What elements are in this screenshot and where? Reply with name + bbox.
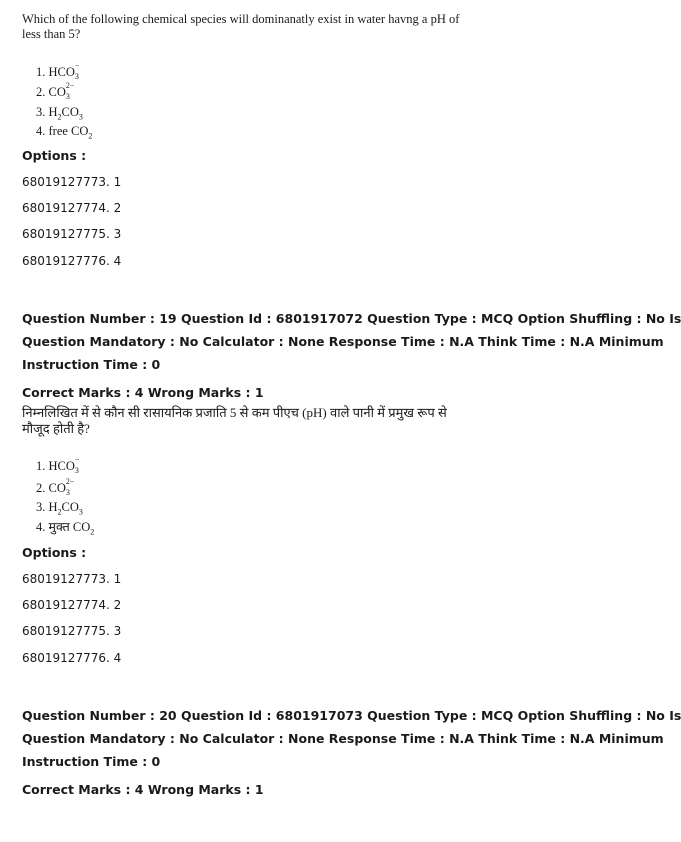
question-meta-line: Instruction Time : 0	[22, 754, 161, 769]
options-label: Options :	[22, 148, 87, 163]
question-meta-line: Instruction Time : 0	[22, 357, 161, 372]
question-text: Which of the following chemical species will dominanatly exist in water havng a pH of less than 5?	[22, 12, 460, 41]
option-3: 68019127775. 3	[22, 624, 122, 638]
option-3: 68019127775. 3	[22, 227, 122, 241]
option-1: 68019127773. 1	[22, 175, 122, 189]
question-meta-line: Question Number : 19 Question Id : 6801917072 Question Type : MCQ Option Shuffling : No Is	[22, 311, 681, 326]
choice-2: 2. CO 2− 3	[36, 81, 75, 101]
choice-3: 3. $H_2CO_3$	[36, 500, 83, 517]
option-4: 68019127776. 4	[22, 651, 122, 665]
option-2: 68019127774. 2	[22, 201, 122, 215]
question-text-hindi: निम्नलिखित में से कौन सी रासायनिक प्रजाति 5 से कम पीएच (pH) वाले पानी में प्रमुख रूप से मौजूद होती है?	[22, 405, 447, 436]
option-2: 68019127774. 2	[22, 598, 122, 612]
choice-2: 2. CO 2− 3	[36, 477, 75, 497]
question-marks: Correct Marks : 4 Wrong Marks : 1	[22, 782, 264, 797]
choice-1: 1. HCO − 3	[36, 61, 80, 81]
option-1: 68019127773. 1	[22, 572, 122, 586]
question-meta-line: Question Mandatory : No Calculator : None Response Time : N.A Think Time : N.A Minimum	[22, 334, 664, 349]
question-marks: Correct Marks : 4 Wrong Marks : 1	[22, 385, 264, 400]
choice-4: 4. मुक्त $CO_2$	[36, 520, 95, 537]
choice-3: 3. $H_2CO_3$	[36, 105, 83, 122]
question-meta-line: Question Number : 20 Question Id : 6801917073 Question Type : MCQ Option Shuffling : No Is	[22, 708, 681, 723]
options-label: Options :	[22, 545, 87, 560]
choice-4: 4. free $CO_2$	[36, 124, 93, 141]
choice-1: 1. HCO − 3	[36, 455, 80, 475]
question-meta-line: Question Mandatory : No Calculator : None Response Time : N.A Think Time : N.A Minimum	[22, 731, 664, 746]
option-4: 68019127776. 4	[22, 254, 122, 268]
